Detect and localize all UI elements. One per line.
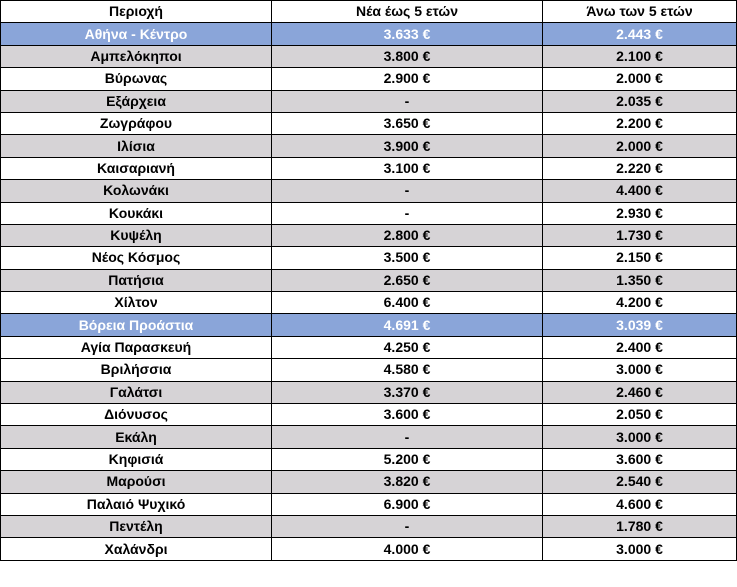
cell-area: Διόνυσος [1, 404, 272, 426]
cell-price-new: 5.200 € [272, 448, 543, 470]
cell-price-new: - [272, 515, 543, 537]
table-row [1, 45, 737, 67]
cell-price-old: 3.000 € [543, 359, 737, 381]
table-row [1, 359, 737, 381]
cell-area: Νέος Κόσμος [1, 247, 272, 269]
table-row [1, 90, 737, 112]
table-row [1, 493, 737, 515]
cell-area: Πατήσια [1, 269, 272, 291]
cell-price-new: 4.000 € [272, 538, 543, 560]
cell-area: Αθήνα - Κέντρο [1, 23, 272, 45]
cell-price-new: 3.633 € [272, 23, 543, 45]
cell-area: Αμπελόκηποι [1, 45, 272, 67]
table-row [1, 515, 737, 537]
header-older-than-5-years: Άνω των 5 ετών [543, 1, 737, 23]
table-header-row [1, 1, 737, 23]
cell-area: Καισαριανή [1, 157, 272, 179]
cell-area: Βριλήσσια [1, 359, 272, 381]
cell-area: Εκάλη [1, 426, 272, 448]
cell-price-old: 2.100 € [543, 45, 737, 67]
cell-area: Ιλίσια [1, 135, 272, 157]
cell-area: Χαλάνδρι [1, 538, 272, 560]
cell-area: Πεντέλη [1, 515, 272, 537]
table-row [1, 336, 737, 358]
cell-area: Κουκάκι [1, 202, 272, 224]
table-row [1, 247, 737, 269]
table-row [1, 202, 737, 224]
cell-area: Βύρωνας [1, 68, 272, 90]
table-row [1, 538, 737, 560]
cell-price-new: - [272, 426, 543, 448]
table-row [1, 292, 737, 314]
cell-price-old: 2.540 € [543, 471, 737, 493]
cell-price-old: 3.000 € [543, 538, 737, 560]
cell-price-new: 3.600 € [272, 404, 543, 426]
cell-price-new: - [272, 90, 543, 112]
cell-price-new: 3.820 € [272, 471, 543, 493]
cell-price-old: 4.600 € [543, 493, 737, 515]
cell-price-old: 2.050 € [543, 404, 737, 426]
cell-price-new: 6.900 € [272, 493, 543, 515]
cell-price-new: - [272, 180, 543, 202]
cell-price-old: 2.930 € [543, 202, 737, 224]
table-body [1, 23, 737, 560]
cell-price-new: 2.900 € [272, 68, 543, 90]
cell-price-old: 4.400 € [543, 180, 737, 202]
cell-price-old: 3.600 € [543, 448, 737, 470]
table-row [1, 448, 737, 470]
cell-price-old: 2.000 € [543, 68, 737, 90]
cell-area: Κηφισιά [1, 448, 272, 470]
cell-price-new: 4.691 € [272, 314, 543, 336]
region-summary-row [1, 23, 737, 45]
cell-price-new: 3.370 € [272, 381, 543, 403]
cell-area: Εξάρχεια [1, 90, 272, 112]
cell-price-new: 3.800 € [272, 45, 543, 67]
cell-price-new: 3.100 € [272, 157, 543, 179]
region-summary-row [1, 314, 737, 336]
cell-price-old: 1.350 € [543, 269, 737, 291]
cell-price-new: 2.800 € [272, 224, 543, 246]
cell-price-old: 1.780 € [543, 515, 737, 537]
cell-price-old: 2.035 € [543, 90, 737, 112]
cell-area: Κολωνάκι [1, 180, 272, 202]
header-area: Περιοχή [1, 1, 272, 23]
cell-price-old: 1.730 € [543, 224, 737, 246]
cell-price-new: 6.400 € [272, 292, 543, 314]
cell-price-old: 2.150 € [543, 247, 737, 269]
table-row [1, 135, 737, 157]
cell-price-old: 2.400 € [543, 336, 737, 358]
cell-area: Κυψέλη [1, 224, 272, 246]
cell-price-old: 2.443 € [543, 23, 737, 45]
cell-price-new: 4.250 € [272, 336, 543, 358]
table-row [1, 112, 737, 134]
table-row [1, 426, 737, 448]
cell-price-old: 2.000 € [543, 135, 737, 157]
header-new-up-to-5-years: Νέα έως 5 ετών [272, 1, 543, 23]
cell-price-old: 3.039 € [543, 314, 737, 336]
table-row [1, 404, 737, 426]
cell-price-new: 2.650 € [272, 269, 543, 291]
cell-price-new: 3.900 € [272, 135, 543, 157]
cell-price-new: 3.650 € [272, 112, 543, 134]
cell-area: Μαρούσι [1, 471, 272, 493]
cell-price-old: 2.200 € [543, 112, 737, 134]
table-row [1, 157, 737, 179]
table-row [1, 269, 737, 291]
cell-price-old: 2.460 € [543, 381, 737, 403]
cell-price-new: 3.500 € [272, 247, 543, 269]
cell-price-old: 4.200 € [543, 292, 737, 314]
table-row [1, 471, 737, 493]
cell-area: Αγία Παρασκευή [1, 336, 272, 358]
cell-area: Γαλάτσι [1, 381, 272, 403]
cell-price-new: 4.580 € [272, 359, 543, 381]
table-row [1, 224, 737, 246]
table-row [1, 68, 737, 90]
cell-price-old: 2.220 € [543, 157, 737, 179]
cell-area: Χίλτον [1, 292, 272, 314]
cell-price-old: 3.000 € [543, 426, 737, 448]
table-row [1, 180, 737, 202]
table-row [1, 381, 737, 403]
cell-price-new: - [272, 202, 543, 224]
cell-area: Ζωγράφου [1, 112, 272, 134]
cell-area: Παλαιό Ψυχικό [1, 493, 272, 515]
cell-area: Βόρεια Προάστια [1, 314, 272, 336]
